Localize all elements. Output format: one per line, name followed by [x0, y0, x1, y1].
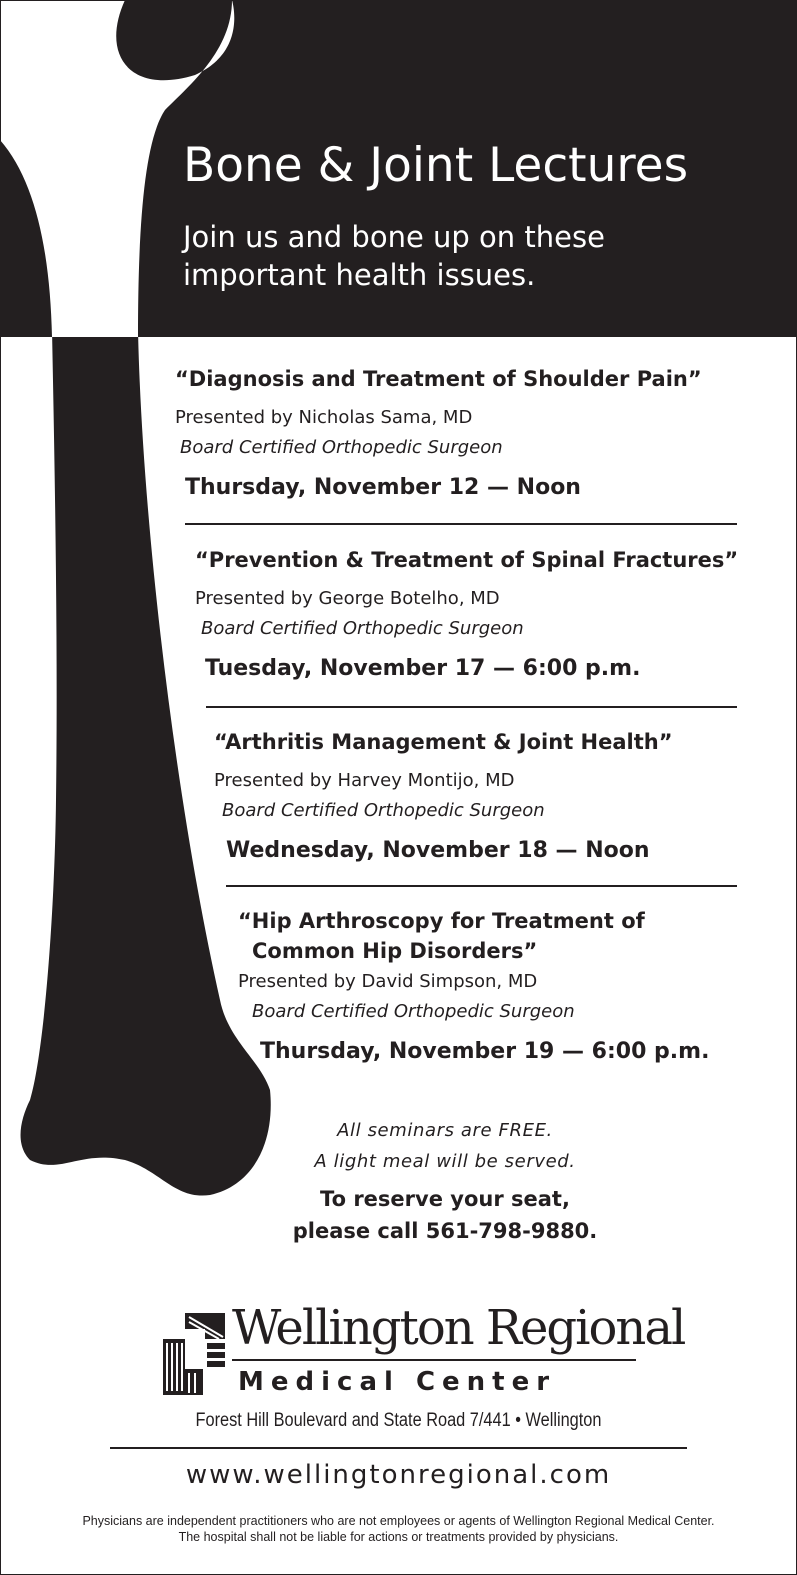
- lecture-date: Thursday, November 12 — Noon: [185, 475, 581, 500]
- logo-divider: [232, 1359, 636, 1361]
- lecture-date: Tuesday, November 17 — 6:00 p.m.: [205, 656, 641, 681]
- logo-subtitle: Medical Center: [238, 1367, 557, 1397]
- notes-meal: A light meal will be served.: [314, 1151, 576, 1172]
- lecture-date: Wednesday, November 18 — Noon: [226, 838, 650, 863]
- lecture-title: “Prevention & Treatment of Spinal Fractures”: [195, 548, 739, 572]
- lecture-item: [195, 545, 738, 683]
- hospital-logo-icon: [163, 1313, 225, 1395]
- lecture-title: “Diagnosis and Treatment of Shoulder Pain”: [175, 367, 702, 391]
- page-subtitle: Join us and bone up on these important health issues.: [183, 220, 605, 292]
- divider: [206, 706, 737, 708]
- disclaimer: [20, 1513, 777, 1545]
- reserve-callout: [240, 1183, 650, 1247]
- page-title: Bone & Joint Lectures: [183, 138, 689, 193]
- address: Forest Hill Boulevard and State Road 7/441 • Wellington: [195, 1410, 602, 1431]
- lecture-presenter: Presented by Nicholas Sama, MD: [175, 407, 473, 428]
- lecture-title: Common Hip Disorders”: [252, 939, 538, 963]
- lecture-item: [238, 906, 709, 1066]
- reserve-line: To reserve your seat,: [320, 1187, 570, 1211]
- lecture-presenter: Presented by George Botelho, MD: [195, 588, 500, 609]
- divider: [110, 1447, 687, 1449]
- lecture-presenter: Presented by Harvey Montijo, MD: [214, 770, 515, 791]
- lecture-credential: Board Certified Orthopedic Surgeon: [201, 618, 524, 639]
- website-link[interactable]: www.wellingtonregional.com: [185, 1460, 612, 1490]
- notes-free: All seminars are FREE.: [337, 1120, 553, 1141]
- lecture-title: “Hip Arthroscopy for Treatment of: [238, 909, 645, 933]
- divider: [185, 523, 737, 525]
- lecture-presenter: Presented by David Simpson, MD: [238, 971, 538, 992]
- lecture-item: [175, 364, 702, 502]
- lecture-credential: Board Certified Orthopedic Surgeon: [252, 1001, 575, 1022]
- disclaimer-line: Physicians are independent practitioners who are not employees or agents of Wellington Regional Medical Center.: [82, 1514, 715, 1528]
- lecture-credential: Board Certified Orthopedic Surgeon: [180, 437, 503, 458]
- lecture-credential: Board Certified Orthopedic Surgeon: [222, 800, 545, 821]
- logo-name: Wellington Regional: [232, 1300, 685, 1356]
- lecture-date: Thursday, November 19 — 6:00 p.m.: [260, 1039, 710, 1064]
- seminar-notes: [240, 1115, 650, 1177]
- lecture-item: [214, 727, 673, 865]
- disclaimer-line: The hospital shall not be liable for actions or treatments provided by physicians.: [178, 1530, 619, 1544]
- lecture-title: “Arthritis Management & Joint Health”: [214, 730, 673, 754]
- divider: [226, 885, 737, 887]
- reserve-phone: please call 561-798-9880.: [292, 1219, 598, 1243]
